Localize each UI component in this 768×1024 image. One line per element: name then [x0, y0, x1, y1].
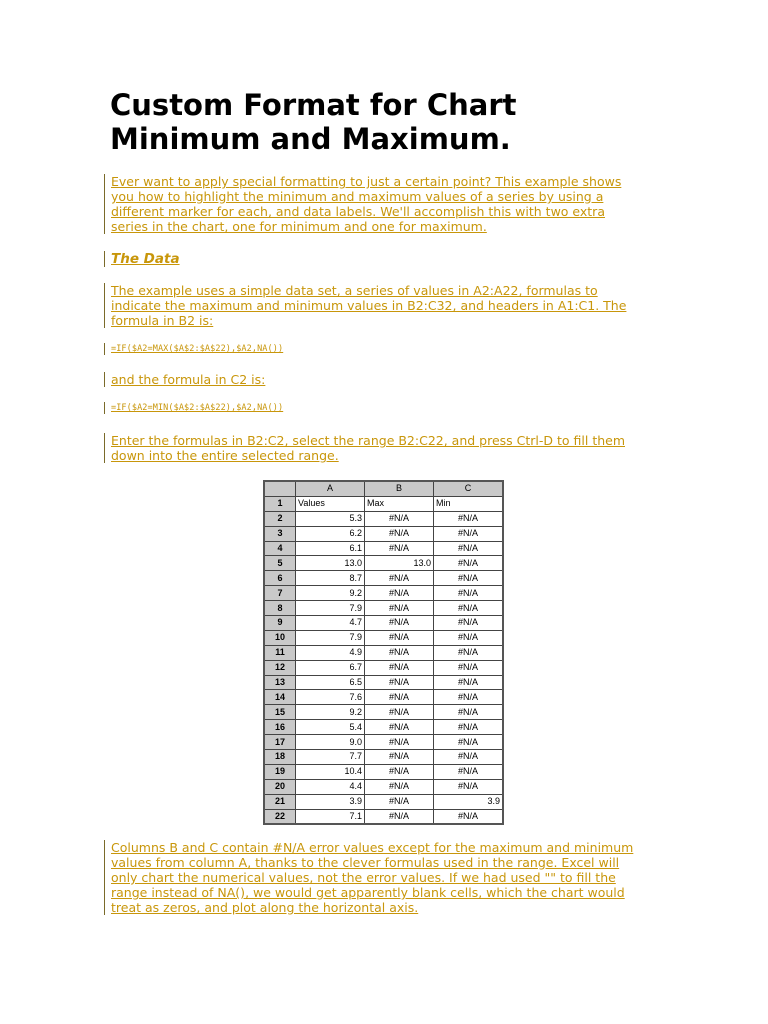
cell: #N/A: [365, 586, 434, 601]
cell: #N/A: [434, 809, 504, 824]
cell: 4.7: [296, 616, 365, 631]
table-row: [264, 735, 503, 750]
cell: 5.4: [296, 720, 365, 735]
cell: #N/A: [365, 511, 434, 526]
cell: #N/A: [434, 616, 504, 631]
formula-b2: =IF($A2=MAX($A$2:$A$22),$A2,NA()): [111, 344, 284, 354]
table-row: [264, 720, 503, 735]
cell: 13.0: [365, 556, 434, 571]
data-line: formula in B2 is:: [111, 313, 214, 328]
closing-line: only chart the numerical values, not the error values. If we had used "" to fill the: [111, 870, 616, 885]
cell: #N/A: [365, 690, 434, 705]
cell: #N/A: [434, 526, 504, 541]
cell: #N/A: [365, 601, 434, 616]
section-heading-block[interactable]: [104, 251, 180, 267]
cell: 6.7: [296, 660, 365, 675]
table-row: [264, 750, 503, 765]
row-number: 8: [264, 601, 296, 616]
cell: #N/A: [434, 541, 504, 556]
fill-line: down into the entire selected range.: [111, 448, 339, 463]
cell: 8.7: [296, 571, 365, 586]
table-row: [264, 571, 503, 586]
table-row: [264, 764, 503, 779]
fill-line: Enter the formulas in B2:C2, select the range B2:C22, and press Ctrl-D to fill them: [111, 433, 626, 448]
cell: 4.4: [296, 779, 365, 794]
cell: 9.2: [296, 705, 365, 720]
cell: #N/A: [365, 720, 434, 735]
corner-cell: [264, 481, 296, 496]
intro-line: you how to highlight the minimum and maximum values of a series by using a: [111, 189, 604, 204]
table-row: [264, 809, 503, 824]
row-number: 20: [264, 779, 296, 794]
table-row: [264, 601, 503, 616]
table-row: [264, 526, 503, 541]
row-number: 14: [264, 690, 296, 705]
table-row: [264, 645, 503, 660]
column-header: B: [365, 481, 434, 496]
cell: 10.4: [296, 764, 365, 779]
row-number: 21: [264, 794, 296, 809]
cell: #N/A: [365, 779, 434, 794]
cell: #N/A: [365, 764, 434, 779]
cell: #N/A: [365, 616, 434, 631]
formula-c2: =IF($A2=MIN($A$2:$A$22),$A2,NA()): [111, 403, 284, 413]
row-number: 4: [264, 541, 296, 556]
row-number: 19: [264, 764, 296, 779]
data-paragraph[interactable]: [104, 283, 626, 328]
closing-line: range instead of NA(), we would get apparently blank cells, which the chart would: [111, 885, 625, 900]
formula-c2-block[interactable]: [104, 402, 283, 414]
cell: #N/A: [365, 645, 434, 660]
cell: #N/A: [434, 586, 504, 601]
row-number: 6: [264, 571, 296, 586]
table-row: [264, 616, 503, 631]
cell: 4.9: [296, 645, 365, 660]
spreadsheet-table: [263, 480, 504, 825]
cell: #N/A: [365, 794, 434, 809]
cell: #N/A: [365, 526, 434, 541]
cell: 7.9: [296, 601, 365, 616]
cell: #N/A: [434, 675, 504, 690]
cell: #N/A: [365, 750, 434, 765]
closing-line: treat as zeros, and plot along the horizontal axis.: [111, 900, 419, 915]
cell: 6.2: [296, 526, 365, 541]
intro-paragraph[interactable]: [104, 174, 621, 234]
cell: #N/A: [434, 705, 504, 720]
cell: 3.9: [296, 794, 365, 809]
row-number: 18: [264, 750, 296, 765]
cell: #N/A: [434, 556, 504, 571]
data-line: indicate the maximum and minimum values in B2:C32, and headers in A1:C1. The: [111, 298, 627, 313]
section-heading: The Data: [111, 251, 180, 267]
table-row: [264, 690, 503, 705]
cell: #N/A: [434, 645, 504, 660]
row-number: 9: [264, 616, 296, 631]
table-row: [264, 779, 503, 794]
closing-paragraph[interactable]: [104, 840, 633, 915]
table-row: [264, 541, 503, 556]
cell: #N/A: [365, 705, 434, 720]
row-number: 10: [264, 630, 296, 645]
cell: #N/A: [434, 601, 504, 616]
column-header: A: [296, 481, 365, 496]
table-row: [264, 675, 503, 690]
cell: #N/A: [365, 541, 434, 556]
column-header: C: [434, 481, 504, 496]
cell: 7.6: [296, 690, 365, 705]
cell: #N/A: [434, 735, 504, 750]
title-line-1: Custom Format for Chart: [110, 88, 517, 122]
row-number: 3: [264, 526, 296, 541]
cell: #N/A: [434, 511, 504, 526]
row-number: 13: [264, 675, 296, 690]
cell: #N/A: [434, 660, 504, 675]
cell: #N/A: [434, 764, 504, 779]
cell: 7.1: [296, 809, 365, 824]
cell: #N/A: [365, 675, 434, 690]
fill-paragraph[interactable]: [104, 433, 625, 463]
table-row: [264, 556, 503, 571]
row-number: 11: [264, 645, 296, 660]
cell: 13.0: [296, 556, 365, 571]
cell: #N/A: [365, 735, 434, 750]
row-number: 12: [264, 660, 296, 675]
closing-line: values from column A, thanks to the clever formulas used in the range. Excel will: [111, 855, 620, 870]
row-number: 7: [264, 586, 296, 601]
cell: 3.9: [434, 794, 504, 809]
cell: 5.3: [296, 511, 365, 526]
row-number: 15: [264, 705, 296, 720]
c2-intro: and the formula in C2 is:: [111, 372, 266, 387]
intro-line: different marker for each, and data labels. We'll accomplish this with two extra: [111, 204, 605, 219]
cell: #N/A: [434, 779, 504, 794]
row-number: 22: [264, 809, 296, 824]
row-number: 16: [264, 720, 296, 735]
table-row: [264, 794, 503, 809]
page-title: [110, 88, 670, 156]
data-line: The example uses a simple data set, a series of values in A2:A22, formulas to: [111, 283, 598, 298]
cell: 7.9: [296, 630, 365, 645]
cell: #N/A: [434, 720, 504, 735]
title-line-2: Minimum and Maximum.: [110, 122, 511, 156]
cell: #N/A: [365, 660, 434, 675]
table-row: [264, 630, 503, 645]
table-row: [264, 511, 503, 526]
cell: Values: [296, 496, 365, 511]
intro-line: Ever want to apply special formatting to just a certain point? This example shows: [111, 174, 622, 189]
cell: 7.7: [296, 750, 365, 765]
row-number: 5: [264, 556, 296, 571]
table-row: [264, 496, 503, 511]
c2-intro-block[interactable]: [104, 372, 265, 387]
table-row: [264, 705, 503, 720]
cell: #N/A: [434, 690, 504, 705]
cell: 9.0: [296, 735, 365, 750]
row-number: 17: [264, 735, 296, 750]
row-number: 2: [264, 511, 296, 526]
cell: #N/A: [434, 630, 504, 645]
cell: 6.1: [296, 541, 365, 556]
cell: 9.2: [296, 586, 365, 601]
cell: Min: [434, 496, 504, 511]
closing-line: Columns B and C contain #N/A error values except for the maximum and minimum: [111, 840, 634, 855]
formula-b2-block[interactable]: [104, 343, 283, 355]
column-header-row: [264, 481, 503, 496]
table-row: [264, 586, 503, 601]
cell: #N/A: [434, 750, 504, 765]
cell: #N/A: [434, 571, 504, 586]
cell: Max: [365, 496, 434, 511]
cell: #N/A: [365, 809, 434, 824]
cell: 6.5: [296, 675, 365, 690]
cell: #N/A: [365, 571, 434, 586]
table-row: [264, 660, 503, 675]
cell: #N/A: [365, 630, 434, 645]
intro-line: series in the chart, one for minimum and one for maximum.: [111, 219, 487, 234]
row-number: 1: [264, 496, 296, 511]
